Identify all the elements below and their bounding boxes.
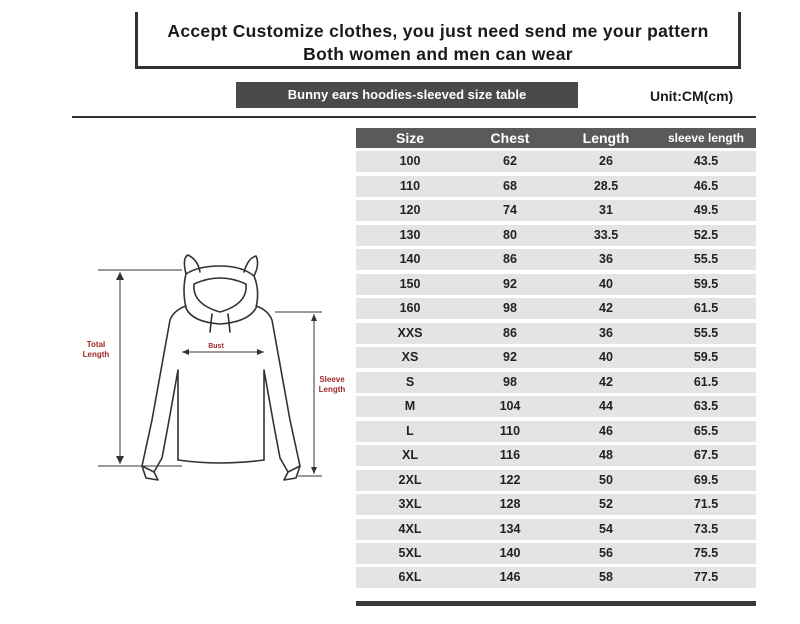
cell-chest: 98 [503, 301, 517, 316]
table-row [356, 494, 756, 515]
cell-sleeve-length: 61.5 [693, 374, 719, 389]
unit-label: Unit:CM(cm) [650, 88, 734, 104]
cell-size: XXS [397, 325, 423, 340]
cell-length: 36 [599, 252, 613, 267]
table-bottom-bar [356, 601, 756, 606]
cell-length: 54 [599, 521, 613, 536]
cell-chest: 128 [499, 497, 521, 512]
cell-sleeve-length: 55.5 [693, 325, 719, 340]
cell-chest: 134 [499, 521, 521, 536]
cell-size: 150 [399, 276, 421, 291]
sleeve-length-label-1: Sleeve [319, 375, 345, 384]
cell-sleeve-length: 59.5 [693, 276, 719, 291]
cell-sleeve-length: 46.5 [693, 178, 719, 193]
table-row [356, 421, 756, 442]
cell-size: XS [401, 350, 419, 365]
table-row [356, 543, 756, 564]
table-row [356, 274, 756, 295]
table-row [356, 347, 756, 368]
table-header [356, 128, 756, 148]
cell-size: S [405, 374, 415, 389]
cell-length: 36 [599, 325, 613, 340]
size-table [356, 128, 756, 588]
header-banner [135, 12, 741, 69]
bust-label: Bust [208, 343, 224, 350]
cell-sleeve-length: 55.5 [693, 252, 719, 267]
table-row [356, 298, 756, 319]
table-row [356, 249, 756, 270]
table-row [356, 470, 756, 491]
cell-chest: 68 [503, 178, 517, 193]
cell-length: 31 [599, 203, 613, 218]
cell-length: 42 [599, 301, 613, 316]
table-row [356, 519, 756, 540]
cell-sleeve-length: 63.5 [693, 399, 719, 414]
cell-length: 58 [599, 570, 613, 585]
sleeve-length-label-2: Length [318, 385, 346, 394]
cell-sleeve-length: 65.5 [693, 423, 719, 438]
hoodie-diagram [70, 250, 360, 490]
cell-sleeve-length: 73.5 [693, 521, 719, 536]
cell-sleeve-length: 77.5 [693, 570, 719, 585]
cell-sleeve-length: 69.5 [693, 472, 719, 487]
cell-size: 6XL [398, 570, 422, 585]
cell-size: XL [402, 448, 418, 463]
cell-chest: 110 [499, 423, 521, 438]
cell-length: 40 [599, 276, 613, 291]
cell-sleeve-length: 52.5 [693, 227, 719, 242]
table-row [356, 445, 756, 466]
cell-size: 160 [399, 301, 421, 316]
cell-sleeve-length: 49.5 [693, 203, 719, 218]
table-row [356, 225, 756, 246]
cell-chest: 92 [503, 276, 517, 291]
cell-length: 52 [599, 497, 613, 512]
cell-length: 40 [599, 350, 613, 365]
cell-length: 44 [599, 399, 613, 414]
cell-length: 33.5 [593, 227, 619, 242]
divider-line [72, 116, 756, 118]
cell-size: 3XL [398, 497, 422, 512]
cell-size: 130 [399, 227, 421, 242]
cell-sleeve-length: 67.5 [693, 448, 719, 463]
cell-size: 5XL [398, 545, 422, 560]
cell-length: 48 [599, 448, 613, 463]
cell-size: 100 [399, 154, 421, 169]
cell-length: 28.5 [593, 178, 619, 193]
cell-chest: 74 [503, 203, 517, 218]
cell-sleeve-length: 71.5 [693, 497, 719, 512]
table-row [356, 396, 756, 417]
cell-size: 2XL [398, 472, 422, 487]
col-header-sleeve-length: sleeve length [667, 131, 745, 145]
cell-chest: 86 [503, 252, 517, 267]
cell-size: 110 [399, 178, 421, 193]
table-row [356, 176, 756, 197]
col-header-length: Length [582, 130, 630, 146]
cell-chest: 140 [499, 545, 521, 560]
col-header-chest: Chest [490, 130, 530, 146]
total-length-label-1: Total [86, 340, 106, 349]
cell-chest: 98 [503, 374, 517, 389]
cell-chest: 146 [499, 570, 521, 585]
table-row [356, 567, 756, 588]
cell-size: L [406, 423, 414, 438]
table-row [356, 323, 756, 344]
cell-chest: 86 [503, 325, 517, 340]
size-table-title: Bunny ears hoodies-sleeved size table [236, 82, 578, 108]
measure-lines [98, 270, 322, 476]
cell-sleeve-length: 75.5 [693, 545, 719, 560]
cell-chest: 80 [503, 227, 517, 242]
cell-size: 4XL [398, 521, 422, 536]
hoodie-outline [142, 255, 300, 480]
cell-sleeve-length: 43.5 [693, 154, 719, 169]
cell-chest: 122 [499, 472, 521, 487]
cell-chest: 104 [499, 399, 521, 414]
cell-size: M [404, 399, 416, 414]
table-row [356, 151, 756, 172]
cell-length: 42 [599, 374, 613, 389]
cell-size: 140 [399, 252, 421, 267]
cell-chest: 62 [503, 154, 517, 169]
cell-length: 50 [599, 472, 613, 487]
cell-sleeve-length: 59.5 [693, 350, 719, 365]
cell-length: 26 [599, 154, 613, 169]
table-body [356, 151, 756, 588]
cell-chest: 116 [499, 448, 521, 463]
header-line-1: Accept Customize clothes, you just need send me your pattern [167, 21, 709, 41]
total-length-label-2: Length [82, 350, 110, 359]
cell-chest: 92 [503, 350, 517, 365]
cell-length: 46 [599, 423, 613, 438]
hoodie-sketch-icon [70, 250, 360, 490]
cell-length: 56 [599, 545, 613, 560]
table-row [356, 200, 756, 221]
table-row [356, 372, 756, 393]
header-line-2: Both women and men can wear [303, 44, 573, 64]
col-header-size: Size [395, 130, 424, 146]
cell-sleeve-length: 61.5 [693, 301, 719, 316]
cell-size: 120 [399, 203, 421, 218]
